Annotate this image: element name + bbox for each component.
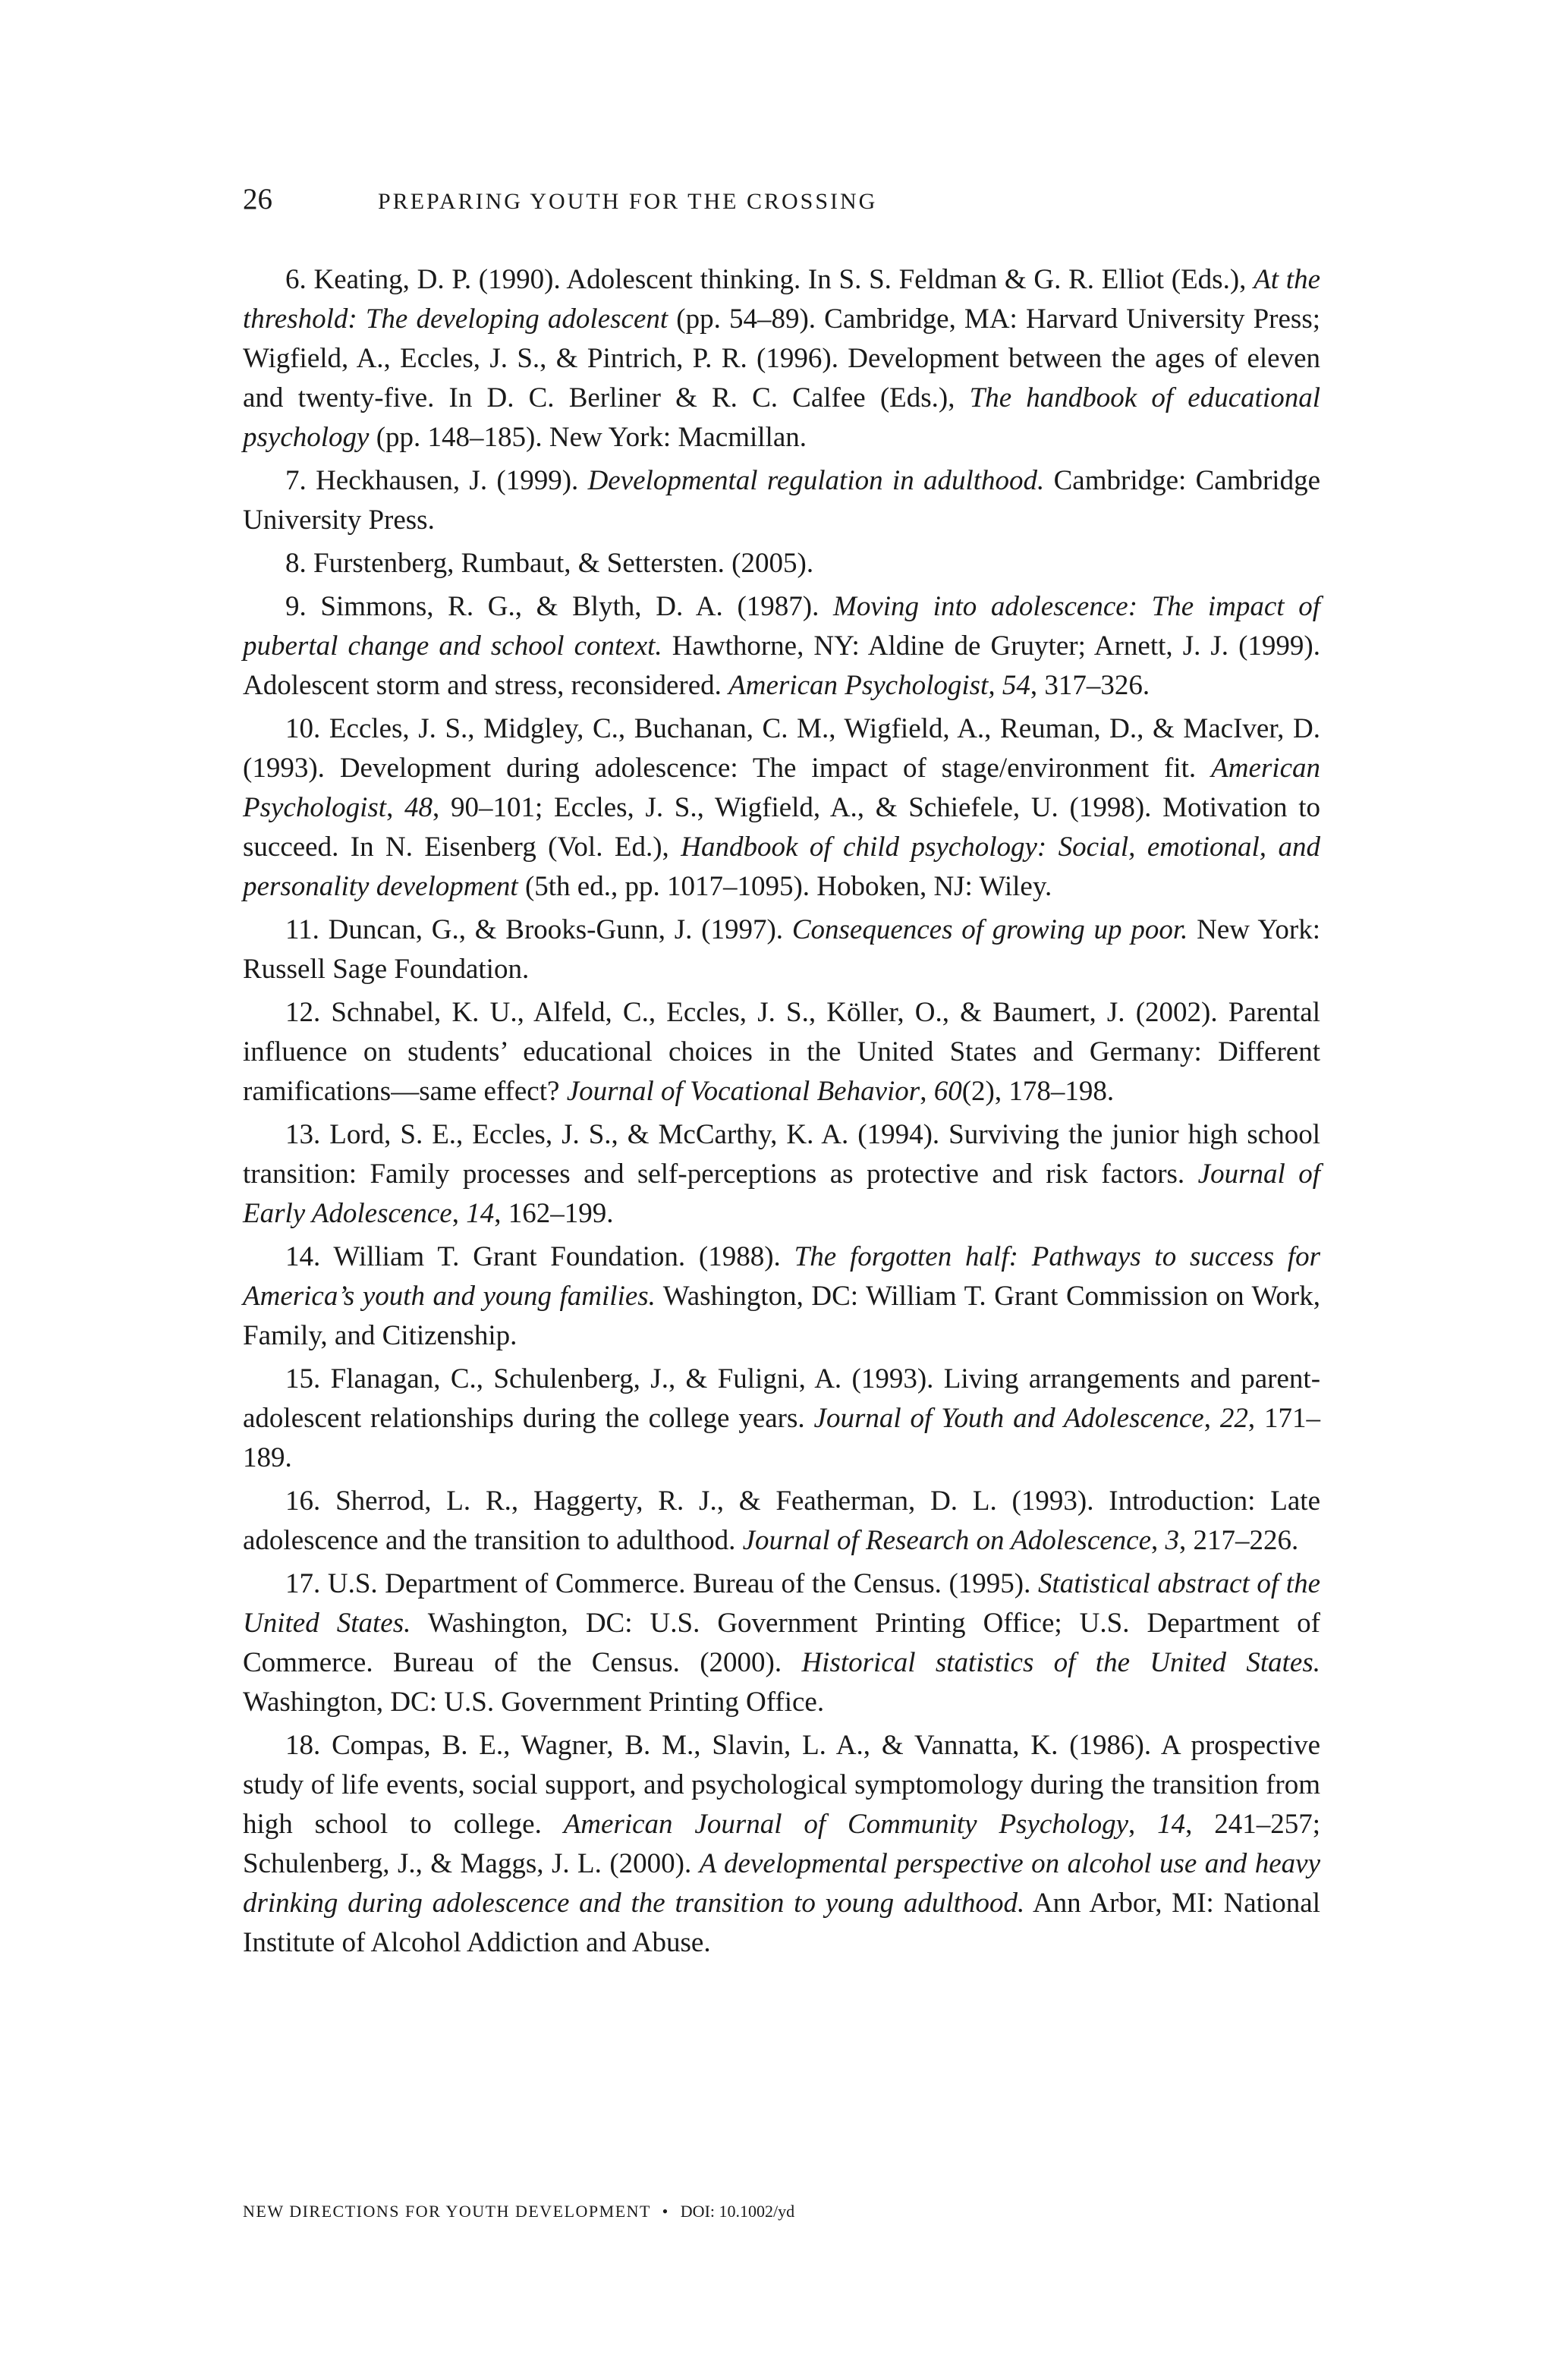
reference-entry bbox=[243, 709, 1320, 907]
reference-title-italic: Moving into adolescence: The impact of pubertal change and school context. bbox=[243, 591, 1320, 662]
reference-number: 7. bbox=[285, 465, 307, 496]
reference-text: (2), 178–198. bbox=[961, 1076, 1115, 1107]
reference-title-italic: American Psychologist, 54 bbox=[728, 670, 1030, 701]
reference-entry bbox=[243, 1482, 1320, 1561]
reference-text: Schnabel, K. U., Alfeld, C., Eccles, J. S., Köller, O., & Baumert, J. (2002). Parental influence on students’ educational choices in the United States and Germany: Different ramifications—same effect? bbox=[243, 997, 1320, 1107]
reference-title-italic: Handbook of child psychology: Social, emotional, and personality development bbox=[243, 832, 1320, 902]
reference-text: Flanagan, C., Schulenberg, J., & Fuligni, A. (1993). Living arrangements and parent-adolescent relationships during the college years. bbox=[243, 1363, 1321, 1434]
reference-title-italic: At the threshold: The developing adolescent bbox=[243, 264, 1320, 335]
reference-text: (pp. 54–89). Cambridge, MA: Harvard University Press; Wigfield, A., Eccles, J. S., & Pintrich, P. R. (1996). Development between the ages of eleven and twenty-five. In D. C. Berliner & R. C. Calfee (Eds.), bbox=[243, 303, 1321, 413]
reference-title-italic: 22 bbox=[1219, 1403, 1248, 1434]
reference-number: 18. bbox=[285, 1730, 321, 1761]
reference-text: Cambridge: Cambridge University Press. bbox=[243, 465, 1320, 536]
reference-text: , 317–326. bbox=[1030, 670, 1150, 701]
reference-text: Duncan, G., & Brooks-Gunn, J. (1997). bbox=[328, 914, 792, 945]
reference-number: 10. bbox=[285, 713, 321, 744]
reference-title-italic: 60 bbox=[933, 1076, 962, 1107]
reference-text: , 90–101; Eccles, J. S., Wigfield, A., & Schiefele, U. (1998). Motivation to succeed. In N. Eisenberg (Vol. Ed.), bbox=[243, 792, 1320, 863]
reference-entry bbox=[243, 1360, 1320, 1478]
reference-text: U.S. Department of Commerce. Bureau of the Census. (1995). bbox=[327, 1568, 1038, 1599]
reference-title-italic: Journal of Vocational Behavior bbox=[566, 1076, 920, 1107]
reference-number: 12. bbox=[285, 997, 321, 1028]
reference-text: , 241–257; Schulenberg, J., & Maggs, J. L. (2000). bbox=[243, 1809, 1320, 1879]
reference-entry bbox=[243, 461, 1320, 540]
reference-text: , 171–189. bbox=[243, 1403, 1321, 1473]
reference-number: 8. bbox=[285, 548, 307, 579]
reference-text: New York: Russell Sage Foundation. bbox=[243, 914, 1321, 985]
reference-title-italic: The forgotten half: Pathways to success for America’s youth and young families. bbox=[243, 1241, 1320, 1312]
reference-text: , 217–226. bbox=[1179, 1525, 1299, 1556]
reference-entry bbox=[243, 587, 1320, 706]
running-title: PREPARING YOUTH FOR THE CROSSING bbox=[378, 189, 878, 214]
reference-title-italic: 14 bbox=[1157, 1809, 1186, 1840]
reference-text: William T. Grant Foundation. (1988). bbox=[333, 1241, 794, 1272]
reference-text: Keating, D. P. (1990). Adolescent thinking. In S. S. Feldman & G. R. Elliot (Eds.), bbox=[313, 264, 1254, 295]
reference-title-italic: 48 bbox=[404, 792, 433, 823]
reference-text: Heckhausen, J. (1999). bbox=[316, 465, 588, 496]
footer-journal-title: NEW DIRECTIONS FOR YOUTH DEVELOPMENT bbox=[243, 2202, 651, 2221]
reference-text: Lord, S. E., Eccles, J. S., & McCarthy, K. A. (1994). Surviving the junior high school transition: Family processes and self-perceptions as protective and risk factors. bbox=[243, 1119, 1320, 1190]
running-head bbox=[243, 182, 1320, 220]
reference-number: 14. bbox=[285, 1241, 321, 1272]
reference-text: , bbox=[1151, 1525, 1166, 1556]
reference-title-italic: Journal of Youth and Adolescence bbox=[813, 1403, 1204, 1434]
reference-title-italic: The handbook of educational psychology bbox=[243, 382, 1320, 453]
reference-text: , bbox=[1203, 1403, 1220, 1434]
footer-doi: DOI: 10.1002/yd bbox=[680, 2202, 795, 2221]
reference-entry bbox=[243, 993, 1320, 1111]
reference-number: 17. bbox=[285, 1568, 321, 1599]
reference-list bbox=[243, 260, 1320, 1967]
reference-number: 11. bbox=[285, 914, 319, 945]
reference-text: , bbox=[386, 792, 405, 823]
reference-title-italic: Consequences of growing up poor. bbox=[791, 914, 1188, 945]
reference-number: 13. bbox=[285, 1119, 321, 1150]
reference-text: Simmons, R. G., & Blyth, D. A. (1987). bbox=[320, 591, 833, 622]
footer-separator: • bbox=[662, 2202, 669, 2221]
reference-text: , bbox=[920, 1076, 934, 1107]
reference-title-italic: 14 bbox=[466, 1198, 495, 1229]
reference-title-italic: A developmental perspective on alcohol use and heavy drinking during adolescence and the transition to young adulthood. bbox=[243, 1848, 1320, 1919]
reference-text: Eccles, J. S., Midgley, C., Buchanan, C. M., Wigfield, A., Reuman, D., & MacIver, D. (1993). Development during adolescence: The impact of stage/environment fit. bbox=[243, 713, 1320, 784]
reference-number: 16. bbox=[285, 1486, 321, 1517]
reference-title-italic: 3 bbox=[1165, 1525, 1180, 1556]
reference-title-italic: American Psychologist bbox=[243, 753, 1320, 823]
reference-text: Sherrod, L. R., Haggerty, R. J., & Featherman, D. L. (1993). Introduction: Late adolescence and the transition to adulthood. bbox=[243, 1486, 1320, 1556]
reference-number: 9. bbox=[285, 591, 307, 622]
reference-text: , bbox=[451, 1198, 467, 1229]
reference-entry bbox=[243, 1237, 1320, 1356]
reference-text: Hawthorne, NY: Aldine de Gruyter; Arnett, J. J. (1999). Adolescent storm and stress, reconsidered. bbox=[243, 630, 1321, 701]
reference-title-italic: American Journal of Community Psychology bbox=[563, 1809, 1128, 1840]
reference-title-italic: Developmental regulation in adulthood. bbox=[587, 465, 1045, 496]
reference-title-italic: Historical statistics of the United States. bbox=[801, 1647, 1320, 1678]
page-footer bbox=[243, 2202, 1320, 2232]
reference-text: Washington, DC: U.S. Government Printing Office; U.S. Department of Commerce. Bureau of the Census. (2000). bbox=[243, 1608, 1320, 1678]
reference-text: , bbox=[1128, 1809, 1158, 1840]
reference-text: Furstenberg, Rumbaut, & Settersten. (2005). bbox=[313, 548, 814, 579]
reference-entry bbox=[243, 910, 1320, 989]
reference-title-italic: Journal of Research on Adolescence bbox=[742, 1525, 1152, 1556]
reference-number: 6. bbox=[285, 264, 307, 295]
reference-entry bbox=[243, 1115, 1320, 1234]
reference-title-italic: Journal of Early Adolescence bbox=[243, 1159, 1320, 1229]
reference-entry bbox=[243, 260, 1320, 457]
reference-text: (5th ed., pp. 1017–1095). Hoboken, NJ: Wiley. bbox=[517, 871, 1052, 902]
reference-text: Compas, B. E., Wagner, B. M., Slavin, L. A., & Vannatta, K. (1986). A prospective study of life events, social support, and psychological symptomology during the transition from high school to college. bbox=[243, 1730, 1321, 1840]
reference-text: Ann Arbor, MI: National Institute of Alcohol Addiction and Abuse. bbox=[243, 1888, 1320, 1958]
page-number: 26 bbox=[243, 183, 272, 215]
reference-entry bbox=[243, 544, 1320, 583]
reference-entry bbox=[243, 1726, 1320, 1963]
reference-text: Washington, DC: U.S. Government Printing Office. bbox=[243, 1687, 825, 1718]
reference-title-italic: Statistical abstract of the United States. bbox=[243, 1568, 1320, 1639]
reference-text: Washington, DC: William T. Grant Commission on Work, Family, and Citizenship. bbox=[243, 1281, 1320, 1351]
reference-entry bbox=[243, 1564, 1320, 1722]
reference-text: , 162–199. bbox=[494, 1198, 614, 1229]
reference-text: (pp. 148–185). New York: Macmillan. bbox=[369, 422, 807, 453]
reference-number: 15. bbox=[285, 1363, 321, 1394]
